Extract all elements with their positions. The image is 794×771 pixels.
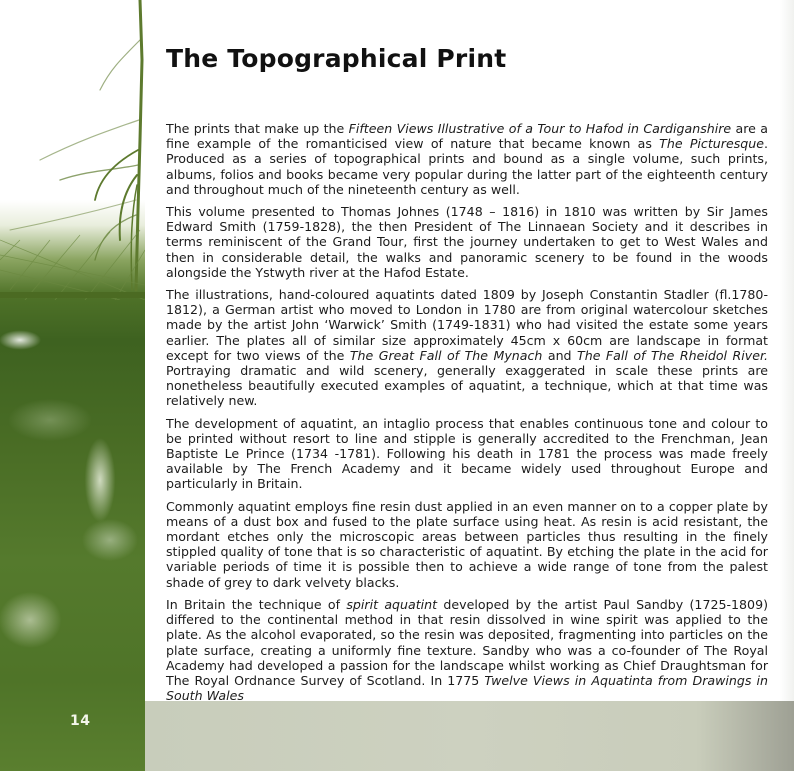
paragraph — [166, 121, 768, 197]
paragraph — [166, 416, 768, 492]
text-run: and — [542, 347, 578, 363]
text-run: Commonly aquatint employs fine resin dust applied in an even manner on to a copper plate by means of a dust box and fused to the plate surface using heat. As resin is acid resistant, the mordant etches only the microscopic areas between particles thus resulting in the finely stippled quality of tone that is so characteristic of aquatint. By etching the plate in the acid for variable periods of time it is possible then to achieve a wide range of tone from the palest shade of grey to dark velvety blacks. — [166, 498, 768, 590]
page-footer-band — [145, 701, 794, 771]
text-run: . Produced as a series of topographical prints and bound as a single volume, such prints, albums, folios and books became very popular during the latter part of the eighteenth century and throughout much of the nineteenth century as well. — [166, 136, 768, 197]
text-run: The illustrations, hand-coloured aquatints dated 1809 by Joseph Constantin Stadler (fl.1780-1812), a German artist who moved to London in 1780 are from original watercolour sketches made by the artist John ‘Warwick’ Smith (1749-1831) who had visited the estate some years earlier. The plates all of similar size approximately 45cm x 60cm are landscape in format except for two views of the — [166, 287, 768, 363]
page-binding-shadow — [780, 0, 794, 701]
paragraph — [166, 499, 768, 590]
text-run: are a fine example of the romanticised view of nature that became known as — [166, 121, 769, 152]
italic-title-text: The Great Fall of The Mynach — [349, 347, 543, 363]
text-run: The development of aquatint, an intaglio process that enables continuous tone and colour to be printed without resort to line and stipple is generally accredited to the Frenchman, Jean Baptiste Le Prince (1734 -1781). Following his death in 1781 the process was made freely available by The French Academy and it became widely used throughout Europe and particularly in Britain. — [166, 415, 768, 492]
italic-title-text: The Fall of The Rheidol River. — [577, 347, 768, 363]
italic-title-text: Fifteen Views Illustrative of a Tour to Hafod in Cardiganshire — [348, 121, 732, 136]
page-number: 14 — [70, 713, 91, 729]
paragraph — [166, 287, 768, 409]
tree-branches-illustration — [0, 0, 145, 300]
italic-title-text: The Picturesque — [659, 136, 764, 152]
article — [166, 44, 768, 710]
text-run: This volume presented to Thomas Johnes (1748 – 1816) in 1810 was written by Sir James Edward Smith (1759-1828), the then President of The Linnaean Society and it describes in terms reminiscent of the Grand Tour, first the journey undertaken to get to West Wales and then in considerable detail, the walks and panoramic scenery to be found in the woods alongside the Ystwyth river at the Hafod Estate. — [166, 204, 768, 280]
text-run: developed by the artist Paul Sandby (1725-1809) differed to the continental method in that resin dissolved in wine spirit was applied to the plate. As the alcohol evaporated, so the resin was deposited, fragmenting into particles on the plate surface, creating a uniformly fine texture. Sandby who was a co-founder of The Royal Academy had developed a passion for the landscape whilst working as Chief Draughtsman for The Royal Ordnance Survey of Scotland. In 1775 — [166, 596, 768, 688]
paragraph — [166, 204, 768, 280]
italic-title-text: spirit aquatint — [346, 596, 438, 612]
text-run: Portraying dramatic and wild scenery, generally exaggerated in scale these prints are nonetheless beautifully executed examples of aquatint, a technique, which at that time was relatively new. — [166, 363, 768, 409]
italic-title-text: Twelve Views in Aquatinta from Drawings in South Wales — [166, 672, 768, 704]
text-run: The prints that make up the — [166, 121, 349, 136]
page-title: The Topographical Print — [166, 44, 507, 73]
paragraph — [166, 597, 768, 703]
article-body — [166, 121, 768, 703]
decorative-landscape-image — [0, 0, 145, 771]
text-run: In Britain the technique of — [166, 596, 347, 612]
